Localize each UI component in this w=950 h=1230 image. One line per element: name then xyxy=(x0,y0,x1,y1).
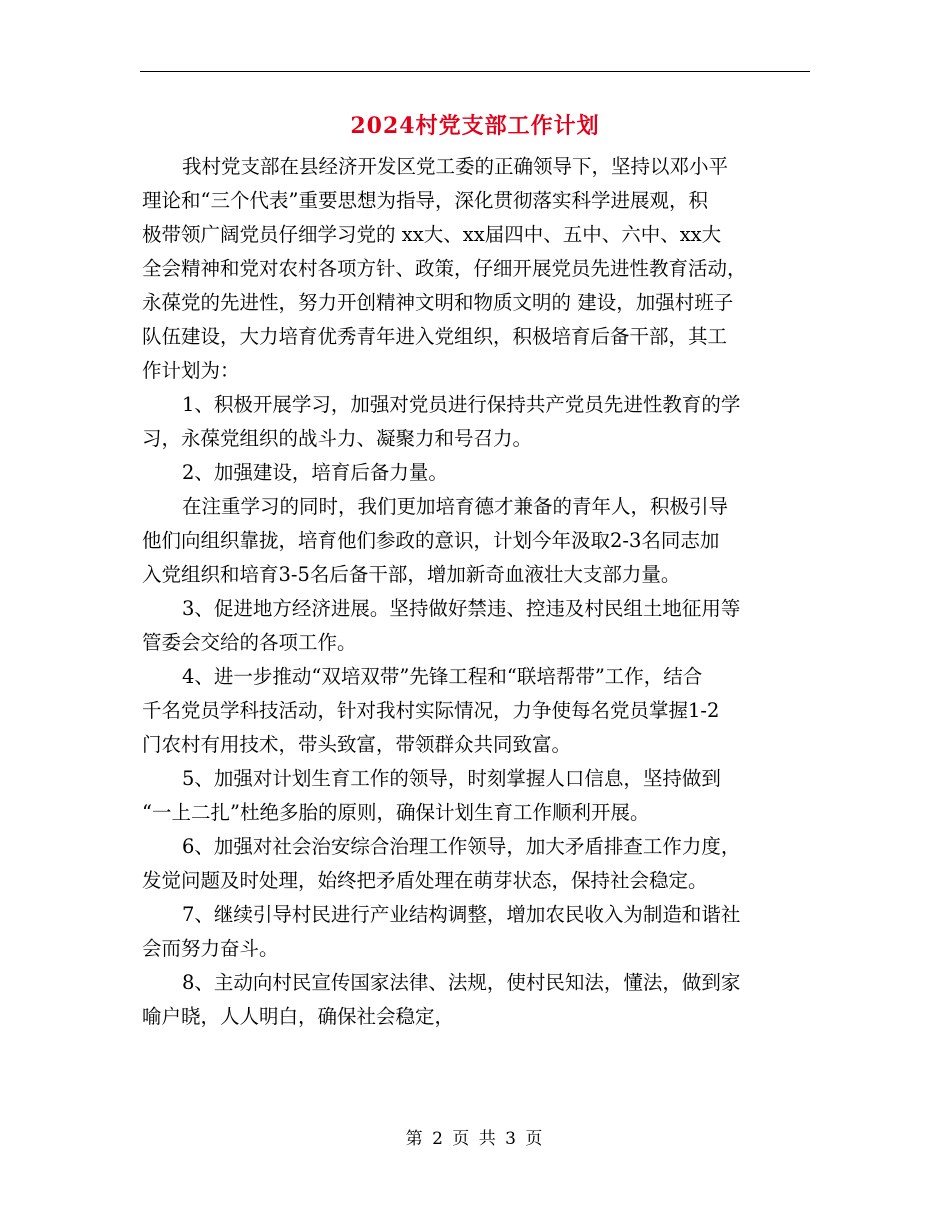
body-line: 入党组织和培育3-5名后备干部，增加新奇血液壮大支部力量。 xyxy=(142,563,681,586)
body-line: “一上二扎”杜绝多胎的原则，确保计划生育工作顺利开展。 xyxy=(142,801,650,824)
body-line: 极带领广阔党员仔细学习党的 xx大、xx届四中、五中、六中、xx大 xyxy=(142,223,722,246)
body-line: 理论和“三个代表”重要思想为指导，深化贯彻落实科学进展观，积 xyxy=(142,189,708,212)
body-line: 2、加强建设，培育后备力量。 xyxy=(182,461,448,484)
page-footer: 第 2 页 共 3 页 xyxy=(405,1129,545,1149)
body-line: 永葆党的先进性，努力开创精神文明和物质文明的 建设，加强村班子 xyxy=(142,291,734,314)
document-body xyxy=(142,150,810,1034)
document-title: 2024村党支部工作计划 xyxy=(350,113,600,139)
header-rule xyxy=(140,71,810,72)
body-line: 8、主动向村民宣传国家法律、法规，使村民知法，懂法，做到家 xyxy=(182,971,741,994)
body-line: 4、进一步推动“双培双带”先锋工程和“联培帮带”工作，结合 xyxy=(182,665,703,688)
body-line: 全会精神和党对农村各项方针、政策，仔细开展党员先进性教育活动， xyxy=(142,257,747,280)
body-line: 管委会交给的各项工作。 xyxy=(142,631,357,654)
body-line: 发觉问题及时处理，始终把矛盾处理在萌芽状态，保持社会稳定。 xyxy=(142,869,708,892)
body-line: 1、积极开展学习，加强对党员进行保持共产党员先进性教育的学 xyxy=(182,393,741,416)
body-line: 千名党员学科技活动，针对我村实际情况，力争使每名党员掌握1-2 xyxy=(142,699,720,722)
body-line: 我村党支部在县经济开发区党工委的正确领导下，坚持以邓小平 xyxy=(182,155,729,178)
body-line: 在注重学习的同时，我们更加培育德才兼备的青年人，积极引导 xyxy=(182,495,729,518)
body-line: 作计划为： xyxy=(142,359,240,382)
body-line: 喻户晓，人人明白，确保社会稳定， xyxy=(142,1005,455,1028)
body-line: 队伍建设，大力培育优秀青年进入党组织，积极培育后备干部，其工 xyxy=(142,325,728,348)
body-line: 3、促进地方经济进展。坚持做好禁违、控违及村民组土地征用等 xyxy=(182,597,741,620)
body-line: 6、加强对社会治安综合治理工作领导，加大矛盾排查工作力度， xyxy=(182,835,741,858)
body-line: 他们向组织靠拢，培育他们参政的意识，计划今年汲取2-3名同志加 xyxy=(142,529,720,552)
body-line: 习，永葆党组织的战斗力、凝聚力和号召力。 xyxy=(142,427,533,450)
body-line: 7、继续引导村民进行产业结构调整，增加农民收入为制造和谐社 xyxy=(182,903,741,926)
body-line: 门农村有用技术，带头致富，带领群众共同致富。 xyxy=(142,733,572,756)
body-line: 5、加强对计划生育工作的领导，时刻掌握人口信息，坚持做到 xyxy=(182,767,721,790)
body-line: 会而努力奋斗。 xyxy=(142,937,279,960)
